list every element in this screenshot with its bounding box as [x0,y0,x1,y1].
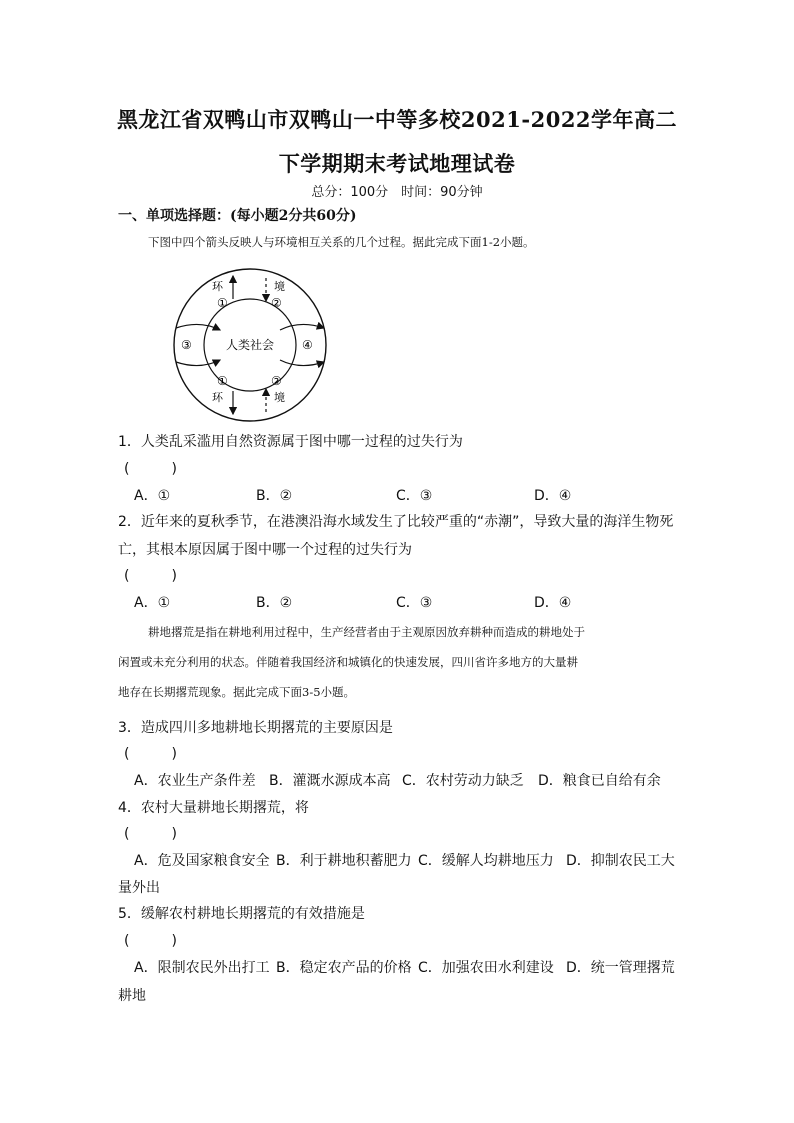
q3-option-b: B．灌溉水源成本高 [269,773,391,789]
mark-4: ④ [302,338,313,352]
question-2-text-line2: 亡，其根本原因属于图中哪一个过程的过失行为 [118,542,412,558]
exam-meta: 总分：100分 时间：90分钟 [311,185,483,200]
mark-3: ③ [181,338,192,352]
arrow-3-lower [176,360,220,366]
q2-option-b: B．② [256,595,293,611]
question-4-blank: ( ) [124,826,177,842]
q3-option-d: D．粮食已自给有余 [538,773,661,789]
question-5-text: 5．缓解农村耕地长期撂荒的有效措施是 [118,906,365,922]
q2-option-d: D．④ [534,595,572,611]
q5-option-d-cont: 耕地 [118,988,146,1004]
section-heading: 一、单项选择题：(每小题2分共60分) [118,208,357,224]
question-1-text: 1．人类乱采滥用自然资源属于图中哪一过程的过失行为 [118,434,463,450]
q4-option-b: B．利于耕地积蓄肥力 [276,853,412,869]
q1-option-b: B．② [256,488,293,504]
label-top-right: 境 [274,280,285,293]
q2-option-c: C．③ [396,595,433,611]
arrow-3-upper [176,324,220,330]
mark-2-top: ② [271,296,282,310]
label-top-left: 环 [212,280,223,293]
q5-option-d: D．统一管理撂荒 [566,960,675,976]
passage-line1: 耕地撂荒是指在耕地利用过程中，生产经营者由于主观原因放弃耕种而造成的耕地处于 [148,625,585,639]
question-1-blank: ( ) [124,461,177,477]
human-environment-diagram [170,268,330,423]
q2-option-a: A．① [134,595,171,611]
q5-option-c: C．加强农田水利建设 [418,960,554,976]
passage-line3: 地存在长期撂荒现象。据此完成下面3-5小题。 [118,685,356,699]
intro-text-1: 下图中四个箭头反映人与环境相互关系的几个过程。据此完成下面1-2小题。 [148,235,535,249]
question-3-text: 3．造成四川多地耕地长期撂荒的主要原因是 [118,720,393,736]
mark-2-bottom: ② [271,374,282,388]
q4-option-c: C．缓解人均耕地压力 [418,853,554,869]
question-2-text-line1: 2．近年来的夏秋季节，在港澳沿海水域发生了比较严重的“赤潮”，导致大量的海洋生物死 [118,514,674,530]
question-4-text: 4．农村大量耕地长期撂荒，将 [118,800,309,816]
mark-1-bottom: ① [217,374,228,388]
mark-1-top: ① [217,296,228,310]
q1-option-d: D．④ [534,488,572,504]
q4-option-d-cont: 量外出 [118,880,160,896]
label-bottom-left: 环 [212,391,223,404]
q1-option-c: C．③ [396,488,433,504]
q5-option-a: A．限制农民外出打工 [134,960,270,976]
q4-option-a: A．危及国家粮食安全 [134,853,270,869]
exam-title-line1: 黑龙江省双鸭山市双鸭山一中等多校2021-2022学年高二 [116,107,678,132]
q3-option-a: A．农业生产条件差 [134,773,256,789]
question-3-blank: ( ) [124,746,177,762]
arrow-4-lower [280,360,324,366]
q3-option-c: C．农村劳动力缺乏 [402,773,524,789]
passage-line2: 闲置或未充分利用的状态。伴随着我国经济和城镇化的快速发展，四川省许多地方的大量耕 [118,655,578,669]
arrow-4-upper [280,324,324,330]
center-label: 人类社会 [225,338,275,352]
question-5-blank: ( ) [124,933,177,949]
q4-option-d: D．抑制农民工大 [566,853,675,869]
question-2-blank: ( ) [124,568,177,584]
label-bottom-right: 境 [274,391,285,404]
q1-option-a: A．① [134,488,171,504]
q5-option-b: B．稳定农产品的价格 [276,960,412,976]
passage [118,617,678,707]
exam-title-line2: 下学期期末考试地理试卷 [278,151,516,176]
